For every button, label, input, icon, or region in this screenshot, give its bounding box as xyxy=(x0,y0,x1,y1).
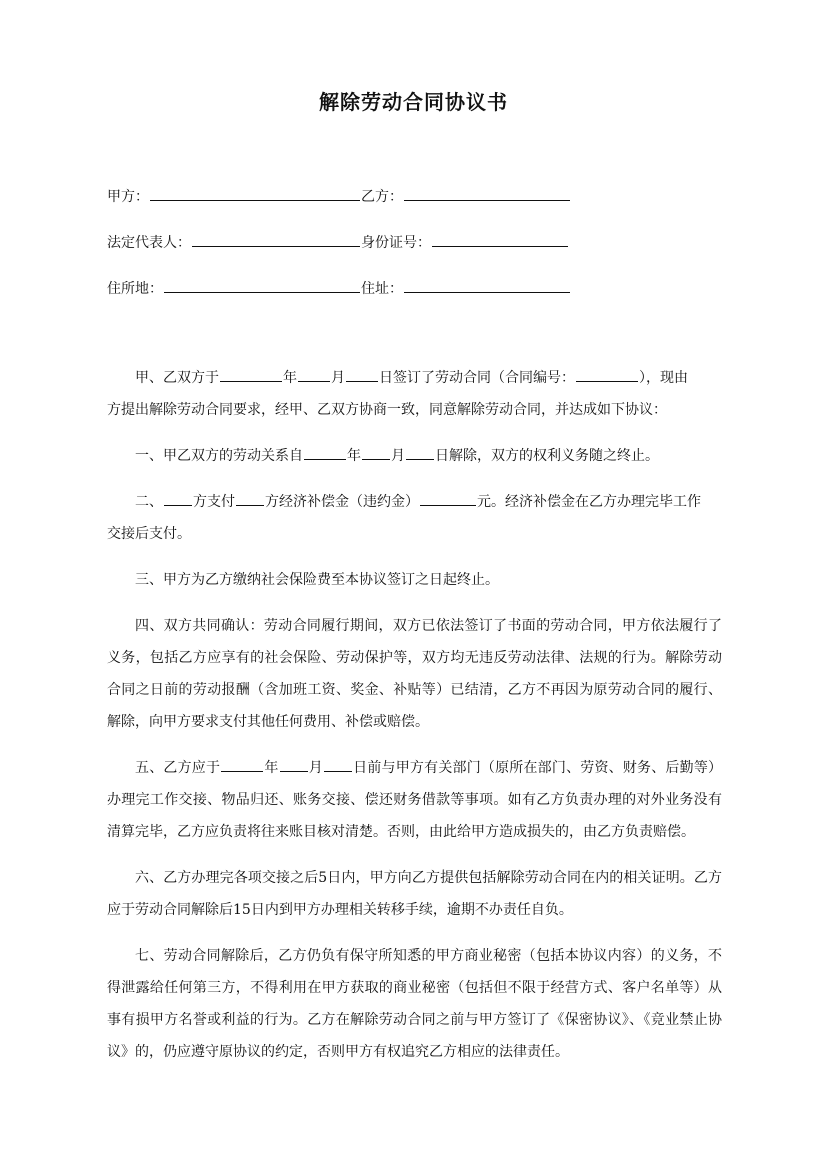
clause-5-text-5: 办理完工作交接、物品归还、账务交接、偿还财务借款等事项。如有乙方负责办理的对外业务没有清算完毕，乙方应负责将往来账目核对清楚。否则，由此给甲方造成损失的，由乙方负责赔偿。 xyxy=(107,792,722,840)
address-line xyxy=(107,278,571,299)
contract-number-field[interactable] xyxy=(576,367,638,382)
party-b-label: 乙方： xyxy=(361,189,403,205)
legal-rep-field[interactable] xyxy=(192,232,360,247)
party-line xyxy=(107,186,571,207)
clause-1-text-4: 日解除，双方的权利义务随之终止。 xyxy=(435,448,659,464)
id-number-label: 身份证号： xyxy=(361,235,431,251)
clause-7: 七、劳动合同解除后，乙方仍负有保守所知悉的甲方商业秘密（包括本协议内容）的义务，不得泄露给任何第三方，不得利用在甲方获取的商业秘密（包括但不限于经营方式、客户名单等）从事有损甲方名誉或利益的行为。乙方在解除劳动合同之前与甲方签订了《保密协议》、《竞业禁止协议》的，仍应遵守原协议的约定，否则甲方有权追究乙方相应的法律责任。 xyxy=(107,948,722,1060)
residence-label: 住所地： xyxy=(107,281,163,297)
sign-day-field[interactable] xyxy=(346,367,378,382)
termination-day-field[interactable] xyxy=(406,445,434,460)
clause-1-text-2: 年 xyxy=(347,448,361,464)
intro-text-1: 甲、乙双方于 xyxy=(135,370,219,386)
clause-5-text-4: 日前与甲方有关部门（原所在部门、劳资、财务、后勤等） xyxy=(352,760,723,776)
handover-month-field[interactable] xyxy=(280,757,308,772)
address-field[interactable] xyxy=(404,278,570,293)
agreement-body xyxy=(107,362,722,1068)
clause-5-text-2: 年 xyxy=(264,760,279,776)
document-title: 解除劳动合同协议书 xyxy=(319,90,508,114)
clause-4: 四、双方共同确认：劳动合同履行期间，双方已依法签订了书面的劳动合同，甲方依法履行了义务，包括乙方应享有的社会保险、劳动保护等，双方均无违反劳动法律、法规的行为。解除劳动合同之日前的劳动报酬（含加班工资、奖金、补贴等）已结清，乙方不再因为原劳动合同的履行、解除，向甲方要求支付其他任何费用、补偿或赔偿。 xyxy=(107,618,722,730)
intro-text-2: 年 xyxy=(283,370,297,386)
paying-party-field[interactable] xyxy=(164,491,192,506)
clause-2-line-2: 交接后支付。 xyxy=(107,526,191,542)
residence-field[interactable] xyxy=(164,278,360,293)
clause-2-text-4: 元。经济补偿金在乙方办理完毕工作 xyxy=(477,494,701,510)
intro-text-3: 月 xyxy=(331,370,345,386)
compensation-amount-field[interactable] xyxy=(420,491,476,506)
party-a-field[interactable] xyxy=(150,186,360,201)
intro-text-5: ），现由 xyxy=(639,370,688,386)
clause-2-text-1: 二、 xyxy=(135,494,163,510)
clause-3: 三、甲方为乙方缴纳社会保险费至本协议签订之日起终止。 xyxy=(135,572,499,588)
termination-year-field[interactable] xyxy=(304,445,346,460)
clause-5-text-3: 月 xyxy=(308,760,323,776)
clause-1-text-3: 月 xyxy=(391,448,405,464)
handover-year-field[interactable] xyxy=(221,757,263,772)
clause-5 xyxy=(107,752,722,848)
rep-line xyxy=(107,232,569,253)
sign-year-field[interactable] xyxy=(220,367,282,382)
id-number-field[interactable] xyxy=(432,232,568,247)
receiving-party-field[interactable] xyxy=(236,491,264,506)
clause-6: 六、乙方办理完各项交接之后5日内，甲方向乙方提供包括解除劳动合同在内的相关证明。乙方应于劳动合同解除后15日内到甲方办理相关转移手续，逾期不办责任自负。 xyxy=(107,870,722,918)
intro-paragraph xyxy=(107,362,722,394)
termination-month-field[interactable] xyxy=(362,445,390,460)
clause-5-text-1: 五、乙方应于 xyxy=(135,760,221,776)
clause-2-text-2: 方支付 xyxy=(193,494,235,510)
legal-rep-label: 法定代表人： xyxy=(107,235,191,251)
party-a-label: 甲方： xyxy=(107,189,149,205)
sign-month-field[interactable] xyxy=(298,367,330,382)
intro-text-4: 日签订了劳动合同（合同编号： xyxy=(379,370,575,386)
clause-2 xyxy=(107,486,722,518)
handover-day-field[interactable] xyxy=(324,757,352,772)
clause-1 xyxy=(107,440,722,472)
clause-1-text-1: 一、甲乙双方的劳动关系自 xyxy=(135,448,303,464)
clause-2-text-3: 方经济补偿金（违约金） xyxy=(265,494,419,510)
intro-paragraph-line-2: 方提出解除劳动合同要求，经甲、乙双方协商一致，同意解除劳动合同，并达成如下协议： xyxy=(107,402,667,418)
address-label: 住址： xyxy=(361,281,403,297)
party-b-field[interactable] xyxy=(404,186,570,201)
